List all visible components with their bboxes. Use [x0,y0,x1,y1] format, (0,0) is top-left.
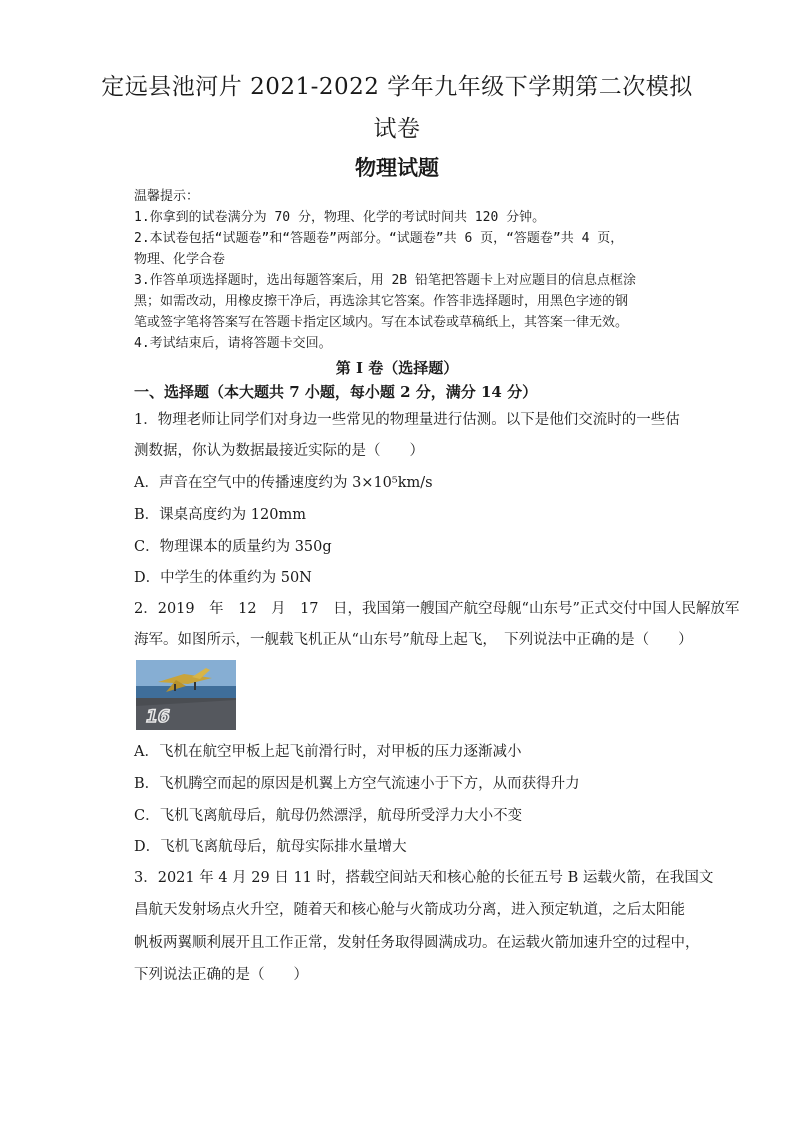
notice-block [134,186,664,354]
exam-title-line2: 试卷 [373,116,421,142]
q2-option-b: B．飞机腾空而起的原因是机翼上方空气流速小于下方，从而获得升力 [134,776,580,792]
notice-line: 4.考试结束后，请将答题卡交回。 [134,336,332,351]
carrier-takeoff-illustration [136,660,236,730]
q2-option-a: A．飞机在航空甲板上起飞前滑行时，对甲板的压力逐渐减小 [134,744,522,760]
q2-option-c: C．飞机飞离航母后，航母仍然漂浮，航母所受浮力大小不变 [134,808,523,824]
q1-option-c: C．物理课本的质量约为 350g [134,539,332,555]
notice-line: 1.你拿到的试卷满分为 70 分，物理、化学的考试时间共 120 分钟。 [134,210,546,225]
exam-title-line1: 定远县池河片 2021-2022 学年九年级下学期第二次模拟 [101,74,693,100]
q3-stem-line3: 帆板两翼顺利展开且工作正常，发射任务取得圆满成功。在运载火箭加速升空的过程中， [134,935,700,951]
q1-stem-line2: 测数据，你认为数据最接近实际的是（ ） [134,443,424,459]
notice-line: 2.本试卷包括“试题卷”和“答题卷”两部分。“试题卷”共 6 页，“答题卷”共 4 页， [134,231,624,246]
q3-stem-line1: 3．2021 年 4 月 29 日 11 时，搭载空间站天和核心舱的长征五号 B 运载火箭，在我国文 [134,870,714,886]
notice-line: 3.作答单项选择题时，选出每题答案后，用 2B 铅笔把答题卡上对应题目的信息点框涂 [134,273,636,288]
notice-line: 物理、化学合卷 [134,252,226,267]
q1-option-d: D．中学生的体重约为 50N [134,570,312,586]
part-heading: 第 I 卷（选择题） [335,359,459,377]
q2-stem-line2: 海军。如图所示，一舰载飞机正从“山东号”航母上起飞， 下列说法中正确的是（ ） [134,632,693,648]
notice-line: 黑；如需改动，用橡皮擦干净后，再选涂其它答案。作答非选择题时，用黑色字迹的钢 [134,294,629,309]
q2-option-d: D．飞机飞离航母后，航母实际排水量增大 [134,839,407,855]
q1-option-b: B．课桌高度约为 120mm [134,507,306,523]
q1-option-a: A．声音在空气中的传播速度约为 3×10⁵km/s [134,475,433,491]
aircraft-carrier-photo [136,660,236,730]
q1-stem-line1: 1．物理老师让同学们对身边一些常见的物理量进行估测。以下是他们交流时的一些估 [134,412,680,428]
subject-title: 物理试题 [355,155,439,180]
notice-heading: 温馨提示： [134,189,200,204]
q2-stem-line1: 2．2019 年 12 月 17 日，我国第一艘国产航空母舰“山东号”正式交付中国人民解放军 [134,601,740,617]
q3-stem-line4: 下列说法正确的是（ ） [134,967,308,983]
section-heading: 一、选择题（本大题共 7 小题，每小题 2 分，满分 14 分） [134,383,538,401]
notice-line: 笔或签字笔将答案写在答题卡指定区域内。写在本试卷或草稿纸上，其答案一律无效。 [134,315,629,330]
q3-stem-line2: 昌航天发射场点火升空，随着天和核心舱与火箭成功分离，进入预定轨道，之后太阳能 [134,902,685,918]
deck-number-label: 16 [143,707,172,727]
